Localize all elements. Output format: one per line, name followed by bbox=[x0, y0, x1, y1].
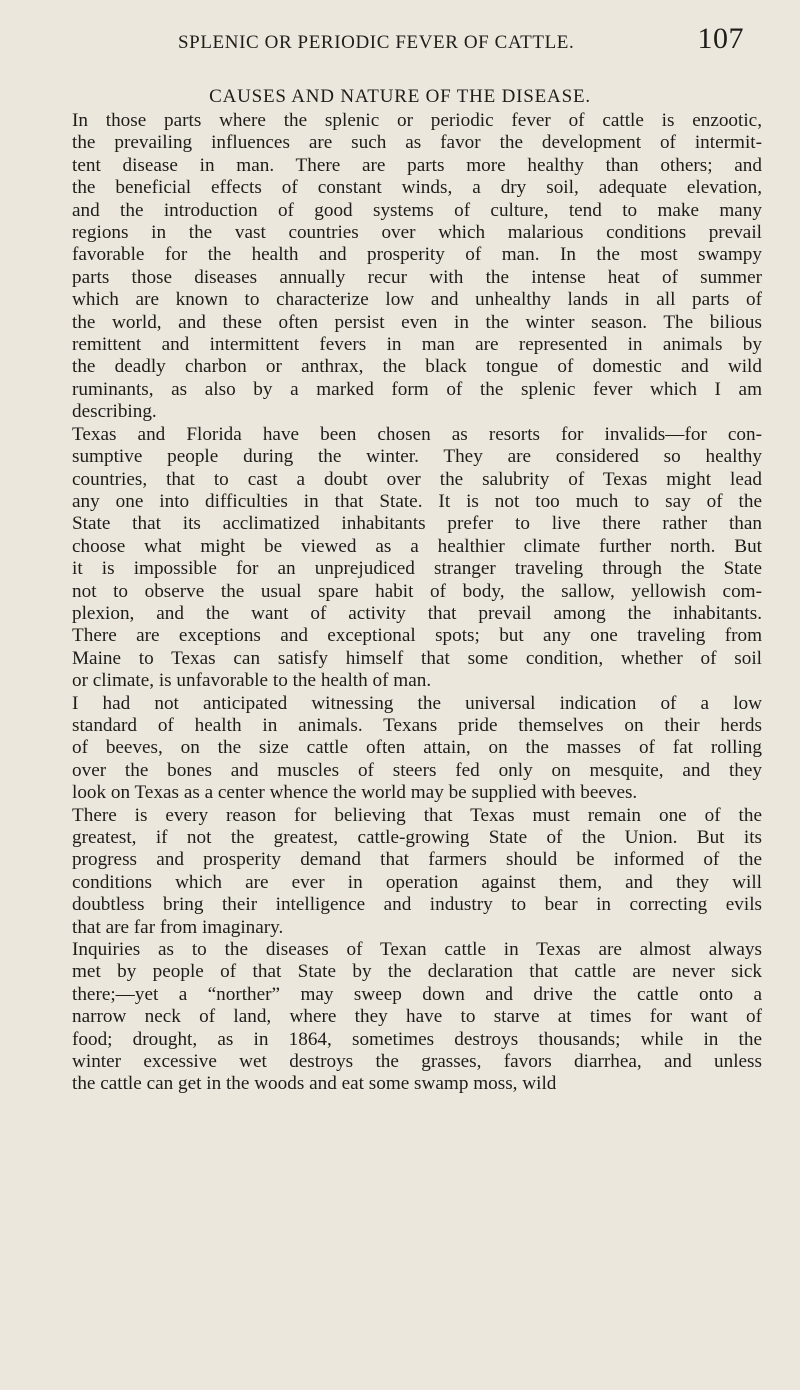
paragraph bbox=[50, 693, 762, 805]
text-line: over the bones and muscles of steers fed only on mesquite, and they bbox=[72, 759, 762, 781]
paragraph bbox=[50, 424, 762, 693]
text-line: I had not anticipated witnessing the universal indication of a low bbox=[72, 692, 762, 714]
text-line: favorable for the health and prosperity of man. In the most swampy bbox=[72, 244, 762, 266]
text-line: Texas and Florida have been chosen as resorts for invalids—for con- bbox=[72, 423, 762, 445]
text-line: plexion, and the want of activity that prevail among the inhabitants. bbox=[72, 602, 762, 624]
text-line: There are exceptions and exceptional spots; but any one traveling from bbox=[72, 625, 762, 647]
paragraph bbox=[50, 110, 762, 424]
text-line: regions in the vast countries over which malarious conditions prevail bbox=[72, 222, 762, 244]
running-head bbox=[178, 22, 744, 62]
text-line: progress and prosperity demand that farmers should be informed of the bbox=[72, 849, 762, 871]
text-line: In those parts where the splenic or periodic fever of cattle is enzootic, bbox=[72, 110, 762, 131]
section-heading: CAUSES AND NATURE OF THE DISEASE. bbox=[209, 86, 591, 107]
page-number: 107 bbox=[697, 22, 744, 55]
text-line: State that its acclimatized inhabitants prefer to live there rather than bbox=[72, 513, 762, 535]
text-line: conditions which are ever in operation against them, and they will bbox=[72, 871, 762, 893]
text-line: it is impossible for an unprejudiced stranger traveling through the State bbox=[72, 558, 762, 580]
text-line: or climate, is unfavorable to the health of man. bbox=[72, 670, 432, 692]
text-line: look on Texas as a center whence the world may be supplied with beeves. bbox=[72, 782, 638, 804]
text-line: Inquiries as to the diseases of Texan cattle in Texas are almost always bbox=[72, 939, 762, 961]
text-line: describing. bbox=[72, 401, 157, 423]
text-line: choose what might be viewed as a healthier climate further north. But bbox=[72, 535, 762, 557]
text-line: the prevailing influences are such as favor the development of intermit- bbox=[72, 132, 762, 154]
text-line: that are far from imaginary. bbox=[72, 916, 284, 938]
text-line: sumptive people during the winter. They are considered so healthy bbox=[72, 446, 762, 468]
text-line: the deadly charbon or anthrax, the black tongue of domestic and wild bbox=[72, 356, 762, 378]
text-line: the beneficial effects of constant winds, a dry soil, adequate elevation, bbox=[72, 177, 762, 199]
text-line: food; drought, as in 1864, sometimes destroys thousands; while in the bbox=[72, 1028, 762, 1050]
text-line: There is every reason for believing that Texas must remain one of the bbox=[72, 804, 762, 826]
text-line: which are known to characterize low and unhealthy lands in all parts of bbox=[72, 289, 762, 311]
text-line: tent disease in man. There are parts more healthy than others; and bbox=[72, 154, 762, 176]
text-line: Maine to Texas can satisfy himself that some condition, whether of soil bbox=[72, 647, 762, 669]
text-line: there;—yet a “norther” may sweep down and drive the cattle onto a bbox=[72, 983, 762, 1005]
text-line: any one into difficulties in that State. It is not too much to say of the bbox=[72, 490, 762, 512]
text-line: remittent and intermittent fevers in man are represented in animals by bbox=[72, 334, 762, 356]
text-line: standard of health in animals. Texans pride themselves on their herds bbox=[72, 714, 762, 736]
text-line: countries, that to cast a doubt over the salubrity of Texas might lead bbox=[72, 468, 762, 490]
text-line: parts those diseases annually recur with the intense heat of summer bbox=[72, 266, 762, 288]
text-line: ruminants, as also by a marked form of the splenic fever which I am bbox=[72, 378, 762, 400]
text-line: narrow neck of land, where they have to starve at times for want of bbox=[72, 1006, 762, 1028]
text-line: the cattle can get in the woods and eat some swamp moss, wild bbox=[72, 1073, 557, 1095]
text-line: not to observe the usual spare habit of body, the sallow, yellowish com- bbox=[72, 580, 762, 602]
text-line: of beeves, on the size cattle often attain, on the masses of fat rolling bbox=[72, 737, 762, 759]
running-head-title: SPLENIC OR PERIODIC FEVER OF CATTLE. bbox=[178, 32, 575, 53]
paragraph bbox=[50, 805, 762, 939]
text-line: and the introduction of good systems of culture, tend to make many bbox=[72, 199, 762, 221]
text-line: doubtless bring their intelligence and industry to bear in correcting evils bbox=[72, 894, 762, 916]
paragraph bbox=[50, 939, 762, 1096]
text-line: greatest, if not the greatest, cattle-growing State of the Union. But its bbox=[72, 827, 762, 848]
text-line: winter excessive wet destroys the grasses, favors diarrhea, and unless bbox=[72, 1051, 762, 1073]
body-text bbox=[50, 110, 762, 1096]
text-line: met by people of that State by the declaration that cattle are never sick bbox=[72, 961, 762, 983]
text-line: the world, and these often persist even in the winter season. The bilious bbox=[72, 311, 762, 333]
